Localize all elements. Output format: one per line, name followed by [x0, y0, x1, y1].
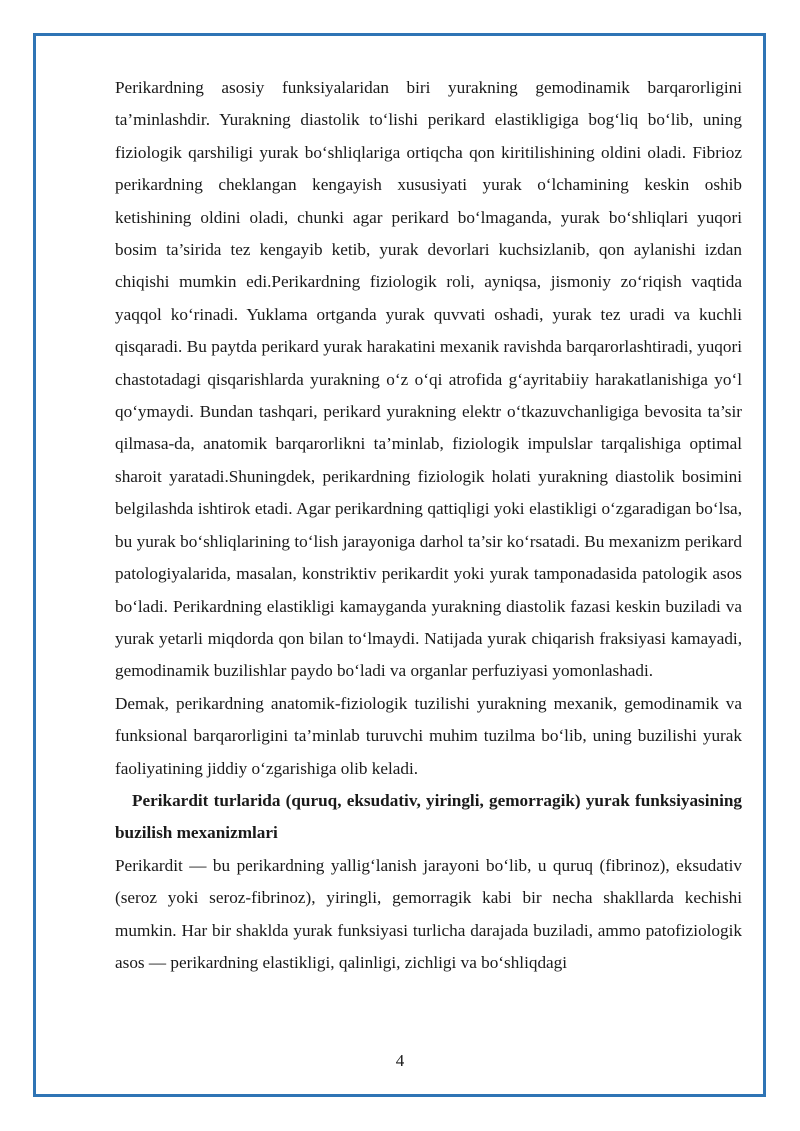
section-heading: Perikardit turlarida (quruq, eksudativ, yiringli, gemorragik) yurak funksiyasining buzilish mexanizmlari [115, 790, 742, 843]
page-number: 4 [395, 1051, 405, 1070]
body-paragraph-3: Perikardit — bu perikardning yallig‘lanish jarayoni bo‘lib, u quruq (fibrinoz), eksudativ (seroz yoki seroz-fibrinoz), yiringli, gemorragik kabi bir necha shakllarda kechishi mumkin. Har bir shaklda yurak funksiyasi turlicha darajada buziladi, ammo patofiziologik asos — perikardning elastikligi, qalinligi, zichligi va bo‘shliqdagi [115, 855, 742, 972]
body-paragraph-2: Demak, perikardning anatomik-fiziologik tuzilishi yurakning mexanik, gemodinamik va funksional barqarorligini ta’minlab turuvchi muhim tuzilma bo‘lib, uning buzilishi yurak faoliyatining jiddiy o‘zgarishiga olib keladi. [115, 693, 742, 778]
body-paragraph-1: Perikardning asosiy funksiyalaridan biri yurakning gemodinamik barqarorligini ta’minlashdir. Yurakning diastolik to‘lishi perikard elastikligiga bog‘liq bo‘lib, uning fiziologik qarshiligi yurak bo‘shliqlariga ortiqcha qon kiritilishining oldini oladi. Fibrioz perikardning cheklangan kengayish xususiyati yurak o‘lchamining keskin oshib ketishining oldini oladi, chunki agar perikard bo‘lmaganda, yurak bo‘shliqlari yuqori bosim ta’sirida tez kengayib ketib, yurak devorlari kuchsizlanib, qon aylanishi izdan chiqishi mumkin edi.Perikardning fiziologik roli, ayniqsa, jismoniy zo‘riqish vaqtida yaqqol ko‘rinadi. Yuklama ortganda yurak quvvati oshadi, yurak tez uradi va kuchli qisqaradi. Bu paytda perikard yurak harakatini mexanik ravishda barqarorlashtiradi, yuqori chastotadagi qisqarishlarda yurakning o‘z o‘qi atrofida g‘ayritabiiy harakatlanishiga yo‘l qo‘ymaydi. Bundan tashqari, perikard yurakning elektr o‘tkazuvchanligiga bevosita ta’sir qilmasa-da, anatomik barqarorlikni ta’minlab, fiziologik impulslar tarqalishiga optimal sharoit yaratadi.Shuningdek, perikardning fiziologik holati yurakning diastolik bosimini belgilashda ishtirok etadi. Agar perikardning qattiqligi yoki elastikligi o‘zgaradigan bo‘lsa, bu yurak bo‘shliqlarining to‘lish jarayoniga darhol ta’sir ko‘rsatadi. Bu mexanizm perikard patologiyalarida, masalan, konstriktiv perikardit yoki yurak tamponadasida patologik asos bo‘ladi. Perikardning elastikligi kamayganda yurakning diastolik fazasi keskin buziladi va yurak yetarli miqdorda qon bilan to‘lmaydi. Natijada yurak chiqarish fraksiyasi kamayadi, gemodinamik buzilishlar paydo bo‘ladi va organlar perfuziyasi yomonlashadi. [115, 78, 742, 681]
document-body [115, 72, 742, 979]
